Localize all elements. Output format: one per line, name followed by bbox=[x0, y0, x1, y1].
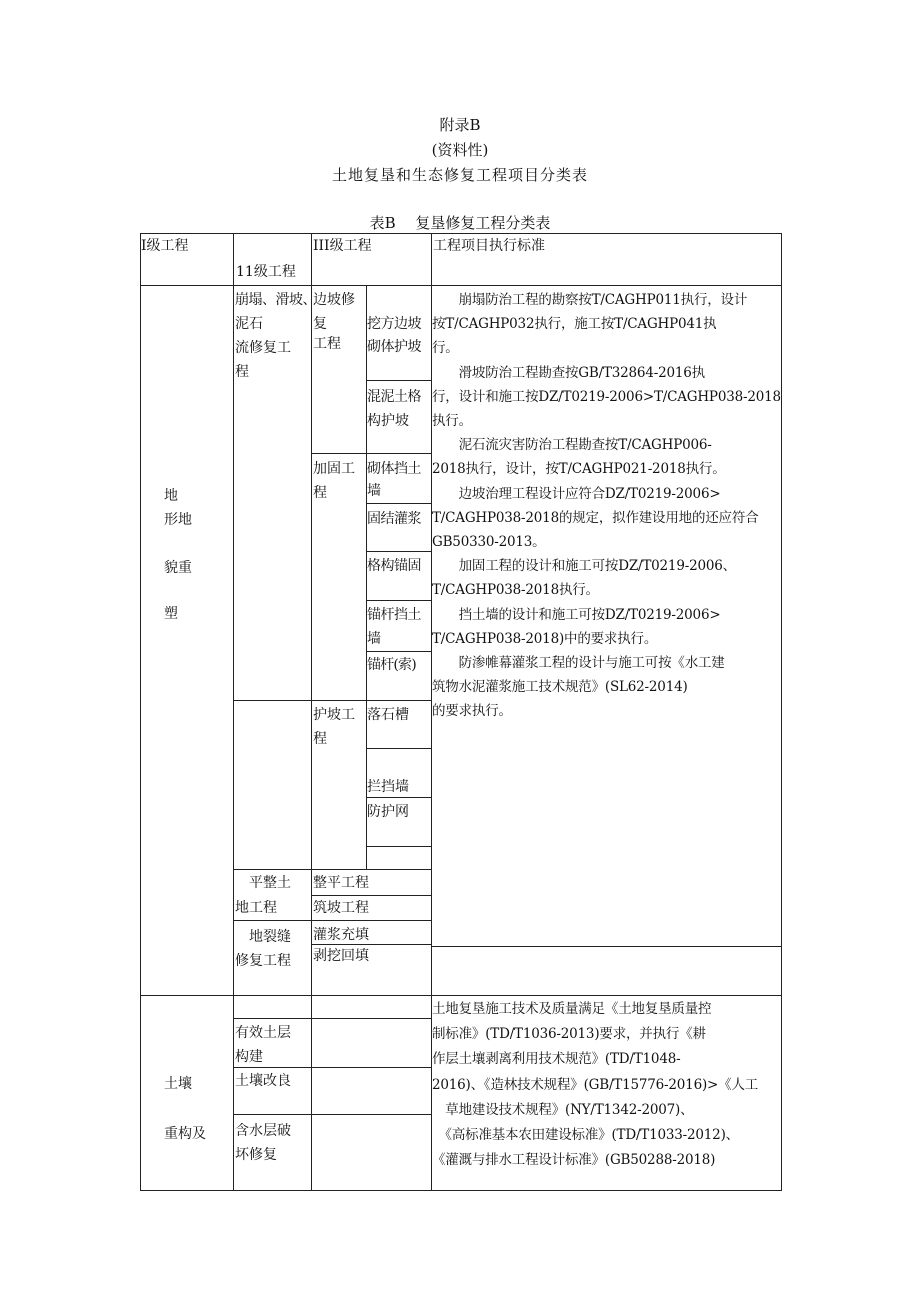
level2-leveling: 地工程 bbox=[235, 900, 277, 916]
row-line bbox=[311, 1114, 431, 1115]
table-bottom-border bbox=[140, 1190, 782, 1191]
header-bottom-border bbox=[140, 285, 782, 286]
standard-text-line: 的要求执行。 bbox=[432, 703, 512, 720]
item-protective-net: 防护网 bbox=[367, 804, 409, 820]
item-masonry-slope: 砌体护坡 bbox=[367, 339, 421, 355]
standard-text-line: 行。 bbox=[432, 340, 459, 357]
item-concrete-frame: 构护坡 bbox=[367, 413, 409, 429]
item-anchor-wall: 锚杆挡土 bbox=[367, 607, 421, 623]
level1-terrain: 塑 bbox=[164, 606, 178, 622]
standard-text-line: 2018执行，设计，按T/CAGHP021-2018执行。 bbox=[432, 461, 726, 478]
row-line bbox=[233, 1114, 311, 1115]
table-caption: 表B 复垦修复工程分类表 bbox=[369, 214, 551, 232]
level2-soil-improve: 土壤改良 bbox=[235, 1073, 291, 1089]
level2-landslide: 泥石 bbox=[235, 316, 263, 332]
level2-crack: 地裂缝 bbox=[249, 929, 291, 945]
row-line bbox=[366, 453, 431, 454]
level1-terrain: 形地 bbox=[164, 512, 192, 528]
item-frame-anchor: 格构锚固 bbox=[367, 558, 421, 574]
row-line bbox=[431, 946, 781, 947]
table-left-border bbox=[140, 233, 141, 1191]
header-level2: 11级工程 bbox=[236, 264, 296, 280]
item-barrier-wall: 拦挡墙 bbox=[367, 779, 409, 795]
row-line bbox=[311, 869, 431, 870]
group-divider bbox=[140, 995, 782, 996]
header-level1: I级工程 bbox=[141, 238, 189, 254]
level1-soil: 土壤 bbox=[164, 1076, 192, 1092]
item-anchor-cable: 锚杆(索) bbox=[367, 657, 416, 673]
level3-reinforce: 程 bbox=[313, 485, 327, 501]
standard-text-line: 草地建设技术规程》(NY/T1342-2007)、 bbox=[432, 1101, 694, 1118]
appendix-label: 附录B bbox=[439, 116, 481, 134]
standard-text-line: 加固工程的设计和施工可按DZ/T0219-2006、 bbox=[432, 558, 736, 575]
level1-terrain: 貌重 bbox=[164, 560, 192, 576]
level3-slope-repair: 边坡修 bbox=[313, 292, 355, 308]
row-line bbox=[233, 700, 311, 701]
standard-text-line: 作层土壤剥离利用技术规范》(TD/T1048- bbox=[432, 1051, 681, 1068]
standard-text-line: 防渗帷幕灌浆工程的设计与施工可按《水工建 bbox=[432, 655, 725, 671]
row-line bbox=[366, 600, 431, 601]
standard-text-line: 2016)、《造林技术规程》(GB/T15776-2016)>《人工 bbox=[432, 1076, 759, 1093]
item-rockfall-trench: 落石槽 bbox=[367, 707, 409, 723]
standard-text-line: 崩塌防治工程的勘察按T/CAGHP011执行，设计 bbox=[432, 292, 748, 308]
row-line bbox=[366, 503, 431, 504]
row-line bbox=[311, 1018, 431, 1019]
level2-leveling: 平整土 bbox=[249, 875, 291, 891]
level3-slope-repair: 复 bbox=[313, 316, 327, 332]
page-title: 土地复垦和生态修复工程项目分类表 bbox=[331, 166, 588, 184]
item-dig-backfill: 剥挖回填 bbox=[313, 948, 369, 964]
row-line bbox=[311, 700, 366, 701]
level3-slope-repair: 工程 bbox=[313, 336, 341, 352]
col-divider-1 bbox=[233, 233, 234, 1191]
level2-landslide: 程 bbox=[235, 364, 249, 380]
header-level3: III级工程 bbox=[313, 238, 372, 254]
row-line bbox=[233, 920, 311, 921]
col-divider-2 bbox=[311, 233, 312, 1191]
level1-soil: 重构及 bbox=[164, 1126, 206, 1142]
table-right-border bbox=[781, 233, 782, 1191]
item-slope-building: 筑坡工程 bbox=[313, 900, 369, 916]
row-line bbox=[366, 551, 431, 552]
header-standard: 工程项目执行标准 bbox=[433, 238, 545, 254]
standard-text-line: 制标准》(TD/T1036-2013)要求，并执行《耕 bbox=[432, 1026, 706, 1043]
standard-text-line: 筑物水泥灌浆施工技术规范》(SL62-2014) bbox=[432, 679, 688, 696]
row-line bbox=[366, 380, 431, 381]
level2-topsoil: 构建 bbox=[235, 1049, 263, 1065]
standard-text-line: 按T/CAGHP032执行，施工按T/CAGHP041执 bbox=[432, 316, 717, 333]
standard-text-line: 执行。 bbox=[432, 413, 472, 429]
standard-text-line: T/CAGHP038-2018的规定，拟作建设用地的还应符合 bbox=[432, 509, 759, 526]
level2-topsoil: 有效土层 bbox=[235, 1025, 291, 1041]
standard-text-line: 土地复垦施工技术及质量满足《土地复垦质量控 bbox=[432, 1001, 712, 1017]
item-excavation-slope: 挖方边坡 bbox=[367, 316, 421, 332]
item-anchor-wall: 墙 bbox=[367, 631, 381, 647]
level2-landslide: 流修复工 bbox=[235, 340, 291, 356]
item-concrete-frame: 混泥土格 bbox=[367, 389, 421, 405]
standard-text-line: T/CAGHP038-2018)中的要求执行。 bbox=[432, 630, 658, 647]
level2-landslide: 崩塌、滑坡、 bbox=[235, 292, 316, 308]
item-grout-fill: 灌浆充填 bbox=[313, 927, 369, 943]
row-line bbox=[366, 748, 431, 749]
standard-text-line: 《灌溉与排水工程设计标准》(GB50288-2018) bbox=[432, 1152, 716, 1169]
item-grouting: 固结灌浆 bbox=[367, 511, 421, 527]
level3-reinforce: 加固工 bbox=[313, 461, 355, 477]
standard-text-line: 挡土墙的设计和施工可按DZ/T0219-2006> bbox=[432, 606, 721, 623]
item-masonry-wall: 砌体挡土 bbox=[367, 461, 421, 477]
row-line bbox=[233, 1018, 311, 1019]
row-line bbox=[233, 869, 311, 870]
level2-crack: 修复工程 bbox=[235, 953, 291, 969]
level3-protect: 护坡工 bbox=[313, 707, 355, 723]
standard-text-line: 边坡治理工程设计应符合DZ/T0219-2006> bbox=[432, 485, 721, 502]
level1-terrain: 地 bbox=[164, 488, 178, 504]
row-line bbox=[366, 700, 431, 701]
standard-text-line: T/CAGHP038-2018执行。 bbox=[432, 582, 599, 599]
standard-text-line: GB50330-2013。 bbox=[432, 534, 546, 550]
appendix-nature: (资料性) bbox=[431, 141, 489, 159]
standard-text-line: 《高标准基本农田建设标准》(TD/T1033-2012)、 bbox=[432, 1127, 739, 1143]
row-line bbox=[366, 846, 431, 847]
row-line bbox=[311, 453, 366, 454]
level2-aquifer: 坏修复 bbox=[235, 1147, 277, 1163]
row-line bbox=[366, 651, 431, 652]
row-line bbox=[311, 920, 431, 921]
row-line bbox=[311, 1067, 431, 1068]
item-masonry-wall: 墙 bbox=[367, 483, 381, 499]
standard-text-line: 泥石流灾害防治工程勘查按T/CAGHP006- bbox=[432, 437, 712, 454]
standard-text-line: 行，设计和施工按DZ/T0219-2006>T/CAGHP038-2018 bbox=[432, 388, 781, 405]
item-leveling: 整平工程 bbox=[313, 875, 369, 891]
level2-aquifer: 含水层破 bbox=[235, 1123, 291, 1139]
standard-text-line: 滑坡防治工程勘查按GB/T32864-2016执 bbox=[432, 364, 705, 381]
level3-protect: 程 bbox=[313, 731, 327, 747]
